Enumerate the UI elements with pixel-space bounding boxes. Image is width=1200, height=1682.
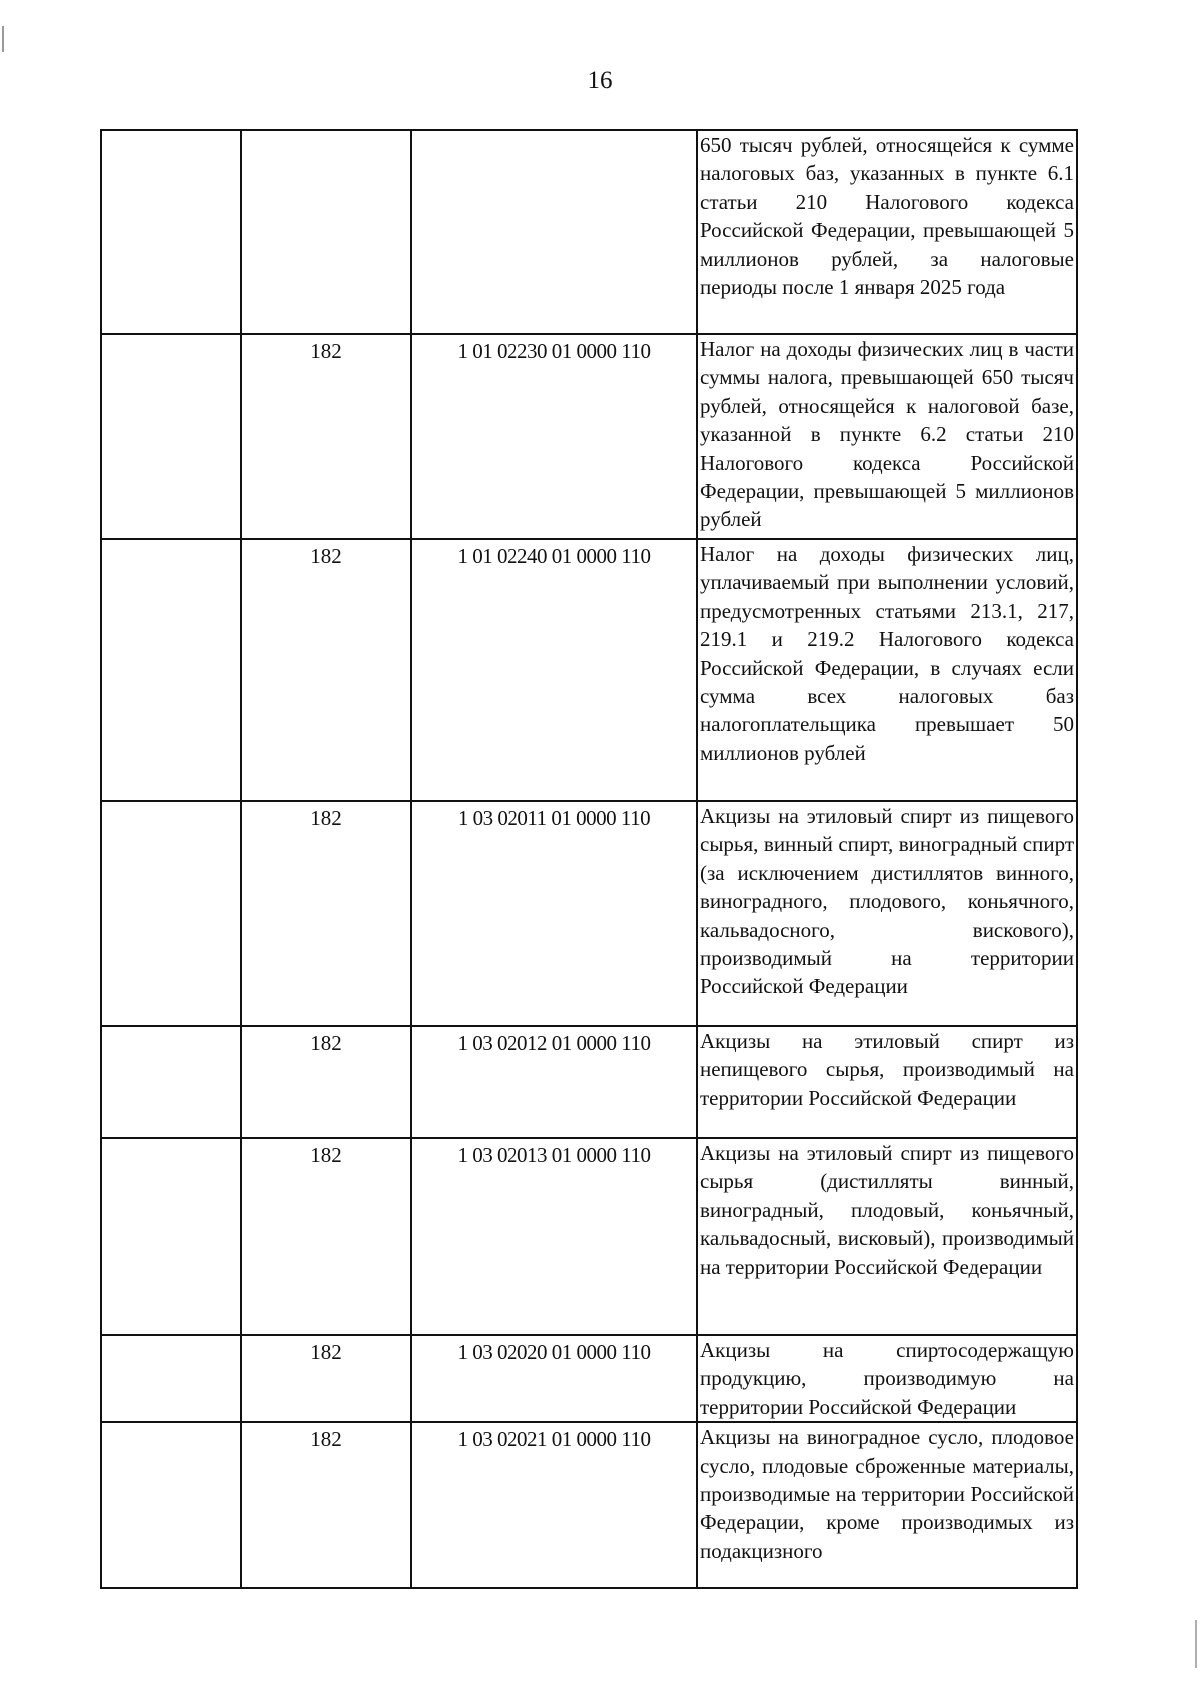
table-cell-budget-code: 1 01 02240 01 0000 110 bbox=[411, 539, 697, 801]
table-cell-blank bbox=[101, 539, 241, 801]
table-cell-blank bbox=[101, 334, 241, 539]
table-cell-admin-code: 182 bbox=[241, 801, 411, 1026]
table-cell-blank bbox=[101, 1026, 241, 1138]
revenue-codes-table bbox=[100, 129, 1078, 1589]
page-number: 16 bbox=[587, 67, 613, 94]
table-cell-blank bbox=[101, 130, 241, 334]
table-cell-budget-code bbox=[411, 130, 697, 334]
table-cell-admin-code bbox=[241, 130, 411, 334]
table-cell-description: Акцизы на этиловый спирт из пищевого сырья, винный спирт, виноградный спирт (за исключением дистиллятов винного, виноградного, плодового, коньячного, кальвадосного, вискового), производимый на территории Российской Федерации bbox=[697, 801, 1077, 1026]
table-cell-admin-code: 182 bbox=[241, 1026, 411, 1138]
table-cell-description: Налог на доходы физических лиц в части суммы налога, превышающей 650 тысяч рублей, относящейся к налоговой базе, указанной в пункте 6.2 статьи 210 Налогового кодекса Российской Федерации, превышающей 5 миллионов рублей bbox=[697, 334, 1077, 539]
table-cell-budget-code: 1 03 02020 01 0000 110 bbox=[411, 1335, 697, 1422]
table-cell-admin-code: 182 bbox=[241, 539, 411, 801]
table-cell-blank bbox=[101, 1138, 241, 1335]
table-cell-budget-code: 1 03 02012 01 0000 110 bbox=[411, 1026, 697, 1138]
table-cell-admin-code: 182 bbox=[241, 1422, 411, 1588]
table-row bbox=[101, 539, 1077, 801]
table-cell-budget-code: 1 03 02011 01 0000 110 bbox=[411, 801, 697, 1026]
table-row bbox=[101, 1335, 1077, 1422]
scan-edge-mark bbox=[1195, 1620, 1197, 1668]
table-cell-blank bbox=[101, 801, 241, 1026]
table-row bbox=[101, 1026, 1077, 1138]
table-cell-blank bbox=[101, 1335, 241, 1422]
table-cell-description: Акцизы на спиртосодержащую продукцию, производимую на территории Российской Федерации bbox=[697, 1335, 1077, 1422]
table-cell-budget-code: 1 01 02230 01 0000 110 bbox=[411, 334, 697, 539]
table-cell-description: Акцизы на виноградное сусло, плодовое сусло, плодовые сброженные материалы, производимые на территории Российской Федерации, кроме производимых из подакцизного bbox=[697, 1422, 1077, 1588]
table-row bbox=[101, 130, 1077, 334]
table-cell-admin-code: 182 bbox=[241, 334, 411, 539]
scan-edge-mark bbox=[2, 26, 4, 52]
table-cell-admin-code: 182 bbox=[241, 1138, 411, 1335]
table-cell-budget-code: 1 03 02021 01 0000 110 bbox=[411, 1422, 697, 1588]
table-row bbox=[101, 801, 1077, 1026]
table-cell-blank bbox=[101, 1422, 241, 1588]
table-cell-admin-code: 182 bbox=[241, 1335, 411, 1422]
table-row bbox=[101, 1422, 1077, 1588]
table-cell-description: Акцизы на этиловый спирт из пищевого сырья (дистилляты винный, виноградный, плодовый, коньячный, кальвадосный, висковый), производимый на территории Российской Федерации bbox=[697, 1138, 1077, 1335]
table-cell-budget-code: 1 03 02013 01 0000 110 bbox=[411, 1138, 697, 1335]
table-cell-description: Налог на доходы физических лиц, уплачиваемый при выполнении условий, предусмотренных статьями 213.1, 217, 219.1 и 219.2 Налогового кодекса Российской Федерации, в случаях если сумма всех налоговых баз налогоплательщика превышает 50 миллионов рублей bbox=[697, 539, 1077, 801]
table-row bbox=[101, 334, 1077, 539]
table-row bbox=[101, 1138, 1077, 1335]
table-cell-description: 650 тысяч рублей, относящейся к сумме налоговых баз, указанных в пункте 6.1 статьи 210 Налогового кодекса Российской Федерации, превышающей 5 миллионов рублей, за налоговые периоды после 1 января 2025 года bbox=[697, 130, 1077, 334]
table-cell-description: Акцизы на этиловый спирт из непищевого сырья, производимый на территории Российской Федерации bbox=[697, 1026, 1077, 1138]
